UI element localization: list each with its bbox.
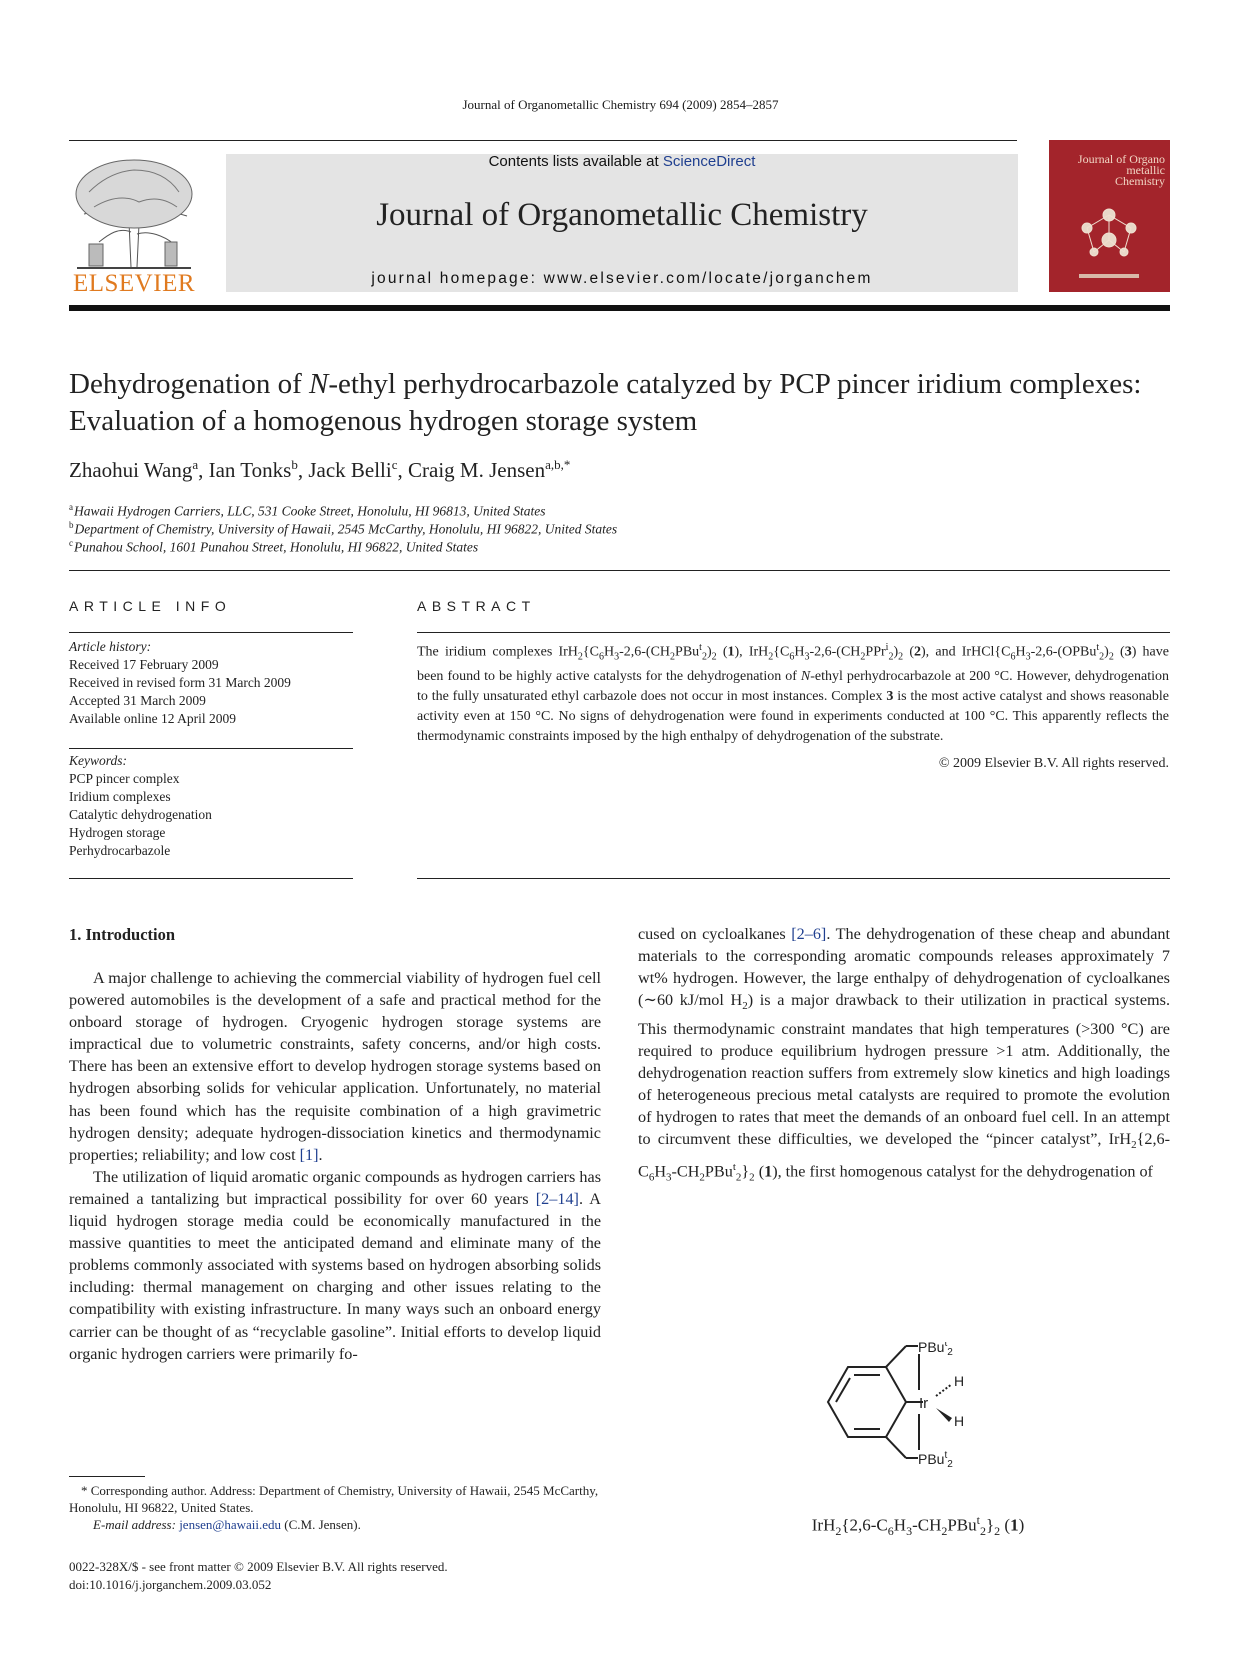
history-item: Received 17 February 2009 [69, 657, 219, 672]
author-affiliation-mark: a,b,* [545, 457, 571, 472]
doi-note[interactable]: doi:10.1016/j.jorganchem.2009.03.052 [69, 1577, 272, 1592]
journal-cover-image [1049, 140, 1170, 292]
article-info-heading: ARTICLE INFO [69, 598, 232, 614]
journal-name: Journal of Organometallic Chemistry [376, 197, 868, 233]
author-name: Jack Belli [308, 458, 392, 482]
intro-paragraph-2: The utilization of liquid aromatic organic compounds as hydrogen carriers has remained a tantalizing but impractical possibility for over 60 years [2–14]. A liquid hydrogen storage media could be economically manufactured in the massive quantities to meet the anticipated demand and eliminate many of the problems commonly associated with systems based on hydrogen absorbing solids including: thermal management on charging and other issues relating to the compatibility with existing infrastructure. In many ways such an onboard energy carrier can be thought of as “recyclable gasoline”. Initial efforts to develop liquid organic hydrogen carriers were primarily fo- [69, 1167, 601, 1363]
intro-right-column: cused on cycloalkanes [2–6]. The dehydrogenation of these cheap and abundant materials to the corresponding aromatic compounds releases approximately 7 wt% hydrogen. However, the large enthalpy of dehydrogenation of cycloalkanes (∼60 kJ/mol $H_2$) is a major drawback to their utilization in practical systems. This thermodynamic constraint mandates that high temperatures (>300 °C) are required to produce equilibrium hydrogen pressure >1 atm. Additionally, the dehydrogenation reaction suffers from extremely slow kinetics and high loadings of heterogeneous precious metal catalysts are required to promote the evolution of hydrogen to rates that meet the demands of an onboard fuel cell. In an attempt to circumvent these difficulties, we developed the “pincer catalyst”, $IrH_2\{2,6-C_6H_3-CH_2PBu^t_2\}_2$ (1), the first homogenous catalyst for the dehydrogenation of [638, 925, 1171, 1185]
molecule-icon [1049, 140, 1170, 292]
journal-citation: Journal of Organometallic Chemistry 694 (2009) 2854–2857 [462, 97, 779, 112]
reference-link[interactable]: [1] [299, 1145, 319, 1164]
front-matter-note: 0022-328X/$ - see front matter © 2009 Elsevier B.V. All rights reserved. [69, 1559, 448, 1574]
email-label: E-mail address: [93, 1517, 176, 1532]
abstract-copyright: © 2009 Elsevier B.V. All rights reserved. [938, 756, 1169, 771]
email-note [69, 1516, 625, 1533]
email-suffix: (C.M. Jensen). [281, 1517, 361, 1532]
elsevier-logo [69, 152, 199, 298]
article-info-rule [69, 632, 353, 633]
keyword-item: Catalytic dehydrogenation [69, 807, 212, 822]
keyword-item: Iridium complexes [69, 789, 171, 804]
history-item: Accepted 31 March 2009 [69, 693, 206, 708]
article-history [69, 638, 351, 728]
header-thick-rule [69, 305, 1170, 311]
cover-title: Journal of Organo metallic Chemistry [1077, 152, 1165, 188]
header-rule [69, 140, 1017, 141]
email-link[interactable]: jensen@hawaii.edu [179, 1517, 282, 1532]
corresponding-author-note: * Corresponding author. Address: Department of Chemistry, University of Hawaii, 2545 McCarthy, Honolulu, HI 96822, United States. [69, 1483, 599, 1515]
author-name: Craig M. Jensen [408, 458, 546, 482]
structure-caption: $IrH_2\{2,6-C_6H_3-CH_2PBu^t_2\}_2$ (1) [811, 1513, 1025, 1539]
abstract-rule [417, 632, 1170, 633]
contents-prefix: Contents lists available at [488, 153, 663, 170]
keywords-label: Keywords: [69, 753, 127, 768]
pincer-complex-structure [818, 1342, 988, 1482]
article-title: Dehydrogenation of N-ethyl perhydrocarbazole catalyzed by PCP pincer iridium complexes: Evaluation of a homogenous hydrogen storage system [69, 368, 1142, 437]
author-name: Zhaohui Wang [69, 458, 193, 482]
pincer-structure-diagram [818, 1342, 988, 1482]
footnote-rule [69, 1476, 145, 1477]
contents-line [226, 153, 1018, 170]
keyword-item: Hydrogen storage [69, 825, 166, 840]
affiliation-c: $^c$Punahou School, 1601 Punahou Street, Honolulu, HI 96822, United States [69, 538, 479, 555]
journal-homepage-link[interactable]: journal homepage: www.elsevier.com/locate/jorganchem [371, 270, 873, 287]
article-history-label: Article history: [69, 639, 152, 654]
reference-link[interactable]: [2–14] [535, 1189, 579, 1208]
keywords-rule [69, 748, 353, 749]
affiliation-a: $^a$Hawaii Hydrogen Carriers, LLC, 531 Cooke Street, Honolulu, HI 96813, United States [69, 502, 546, 519]
affiliation-b: $^b$Department of Chemistry, University of Hawaii, 2545 McCarthy, Honolulu, HI 96822, United States [69, 520, 618, 537]
intro-paragraph-1: A major challenge to achieving the commercial viability of hydrogen fuel cell powered automobiles is the development of a safe and practical method for the onboard storage of hydrogen. Cryogenic hydrogen storage systems are impractical due to volumetric constraints, safety concerns, and/or high costs. There has been an extensive effort to develop hydrogen storage systems based on hydrogen absorbing solids for vehicular application. Unfortunately, no material has been found which has the requisite combination of a high gravimetric hydrogen density; adequate hydrogen-dissociation kinetics and thermodynamic properties; reliability; and low cost [1]. [69, 969, 601, 1164]
keywords [69, 752, 351, 860]
phosphine-top-label: PBu$^t_2$ [918, 1342, 953, 1358]
sciencedirect-link[interactable]: ScienceDirect [662, 153, 756, 170]
author-name: Ian Tonks [208, 458, 292, 482]
abstract-text: The iridium complexes $IrH_2\{C_6H_3-2,6-(CH_2PBu^t_2)_2$ (1), $IrH_2\{C_6H_3-2,6-(CH_2PPr^i_2)_2$ (2), and $IrHCl\{C_6H_3-2,6-(OPBu^t_2)_2$ (3) have been found to be highly active catalysts for the dehydrogenation of N-ethyl perhydrocarbazole at 200 °C. However, dehydrogenation to the fully unsaturated ethyl carbazole does not occur in most instances. Complex 3 is the most active catalyst and shows reasonable activity even at 150 °C. No signs of dehydrogenation were found in experiments conducted at 100 °C. This apparently reflects the thermodynamic constraints imposed by the high enthalpy of dehydrogenation of the substrate. [417, 642, 1170, 744]
keyword-item: Perhydrocarbazole [69, 843, 171, 858]
history-item: Available online 12 April 2009 [69, 711, 236, 726]
intro-left-column [69, 967, 601, 1365]
abstract-bottom-rule [417, 878, 1170, 879]
hydride-label: H [954, 1413, 965, 1429]
phosphine-bottom-label: PBu$^t_2$ [918, 1450, 953, 1470]
article-info-bottom-rule [69, 878, 353, 879]
history-item: Received in revised form 31 March 2009 [69, 675, 291, 690]
author-list: Zhaohui Wang$^a$, Ian Tonks$^b$, Jack Belli$^c$, Craig M. Jensen$^{a,b,*}$ [69, 457, 571, 482]
keyword-item: PCP pincer complex [69, 771, 180, 786]
abstract-heading: ABSTRACT [417, 598, 536, 614]
elsevier-wordmark: ELSEVIER [72, 270, 196, 297]
reference-link[interactable]: [2–6] [791, 925, 827, 943]
introduction-heading: 1. Introduction [69, 925, 176, 944]
tree-icon [69, 152, 199, 270]
section-rule [69, 570, 1170, 571]
author-affiliation-mark: a [192, 457, 199, 472]
author-affiliation-mark: b [291, 457, 298, 472]
hydride-label: H [954, 1373, 965, 1389]
iridium-label: Ir [919, 1395, 929, 1412]
author-affiliation-mark: c [391, 457, 398, 472]
